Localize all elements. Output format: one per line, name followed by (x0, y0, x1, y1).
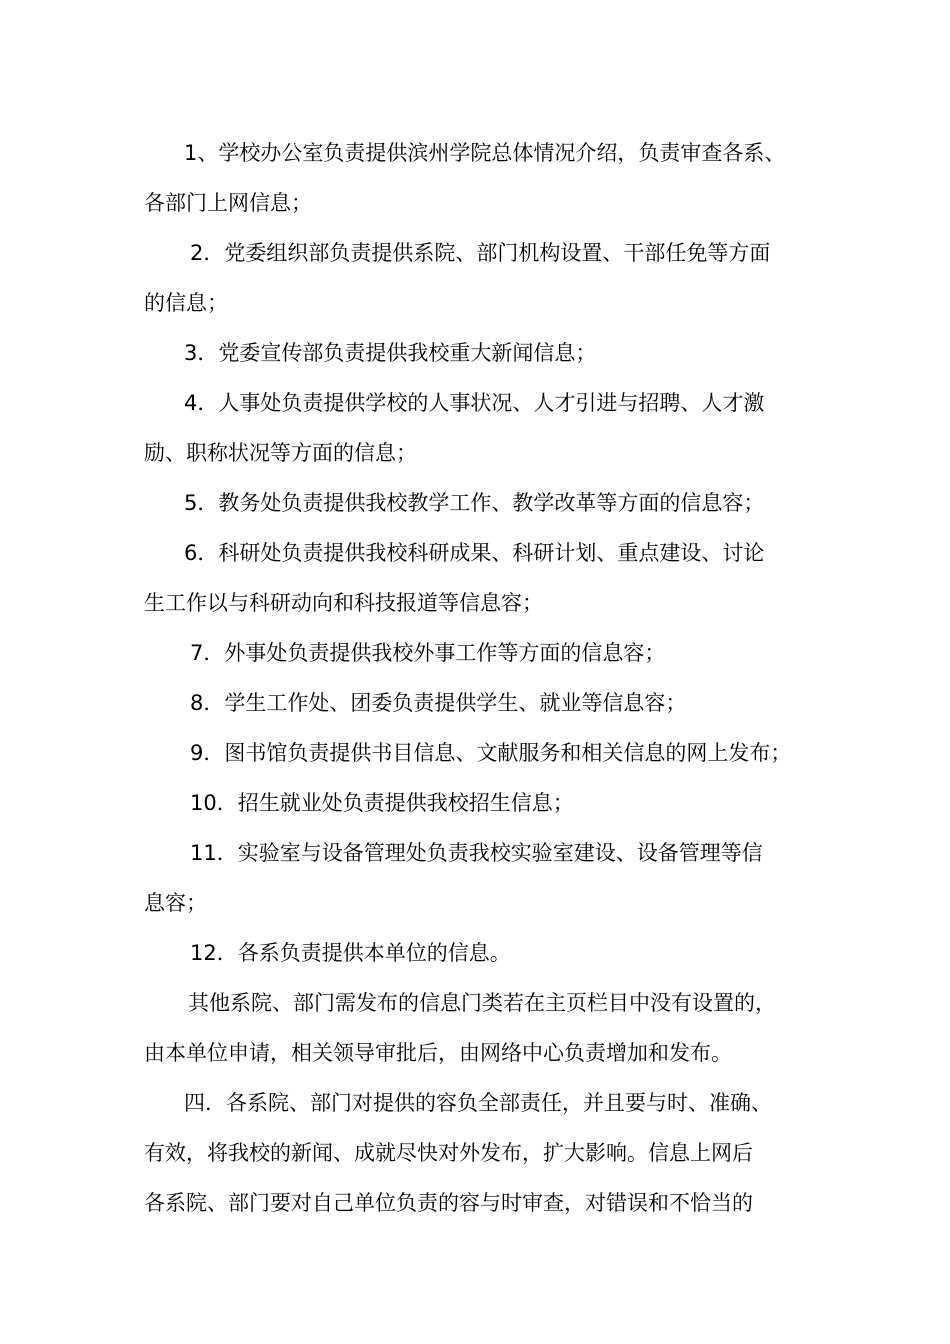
paragraph-5-line-1: 5．教务处负责提供我校教学工作、教学改革等方面的信息容； (184, 491, 765, 515)
paragraph-11-line-2: 息容； (144, 891, 207, 915)
paragraph-2-line-2: 的信息； (144, 291, 228, 315)
paragraph-7-line-1: 7．外事处负责提供我校外事工作等方面的信息容； (190, 641, 666, 665)
paragraph-3-line-1: 3．党委宣传部负责提供我校重大新闻信息； (184, 341, 597, 365)
paragraph-6-line-1: 6．科研处负责提供我校科研成果、科研计划、重点建设、讨论 (184, 541, 765, 565)
paragraph-14-line-2: 有效，将我校的新闻、成就尽快对外发布，扩大影响。信息上网后 (144, 1141, 753, 1165)
document-body (144, 128, 824, 1228)
paragraph-11-line-1: 11．实验室与设备管理处负责我校实验室建设、设备管理等信 (190, 841, 763, 865)
paragraph-4-line-2: 励、职称状况等方面的信息； (144, 441, 417, 465)
paragraph-14-line-3: 各系院、部门要对自己单位负责的容与时审查，对错误和不恰当的 (144, 1191, 753, 1215)
paragraph-1-line-2: 各部门上网信息； (144, 191, 312, 215)
paragraph-1-line-1: 1、学校办公室负责提供滨州学院总体情况介绍，负责审查各系、 (184, 141, 786, 165)
paragraph-12-line-1: 12．各系负责提供本单位的信息。 (190, 941, 511, 965)
paragraph-4-line-1: 4．人事处负责提供学校的人事状况、人才引进与招聘、人才激 (184, 391, 765, 415)
paragraph-14-line-1: 四．各系院、部门对提供的容负全部责任，并且要与时、准确、 (184, 1091, 772, 1115)
paragraph-10-line-1: 10．招生就业处负责提供我校招生信息； (190, 791, 574, 815)
paragraph-2-line-1: 2．党委组织部负责提供系院、部门机构设置、干部任免等方面 (190, 241, 771, 265)
paragraph-9-line-1: 9．图书馆负责提供书目信息、文献服务和相关信息的网上发布； (190, 741, 792, 765)
paragraph-8-line-1: 8．学生工作处、团委负责提供学生、就业等信息容； (190, 691, 687, 715)
paragraph-13-line-1: 其他系院、部门需发布的信息门类若在主页栏目中没有设置的， (188, 991, 776, 1015)
paragraph-6-line-2: 生工作以与科研动向和科技报道等信息容； (144, 591, 543, 615)
paragraph-13-line-2: 由本单位申请，相关领导审批后，由网络中心负责增加和发布。 (144, 1041, 732, 1065)
